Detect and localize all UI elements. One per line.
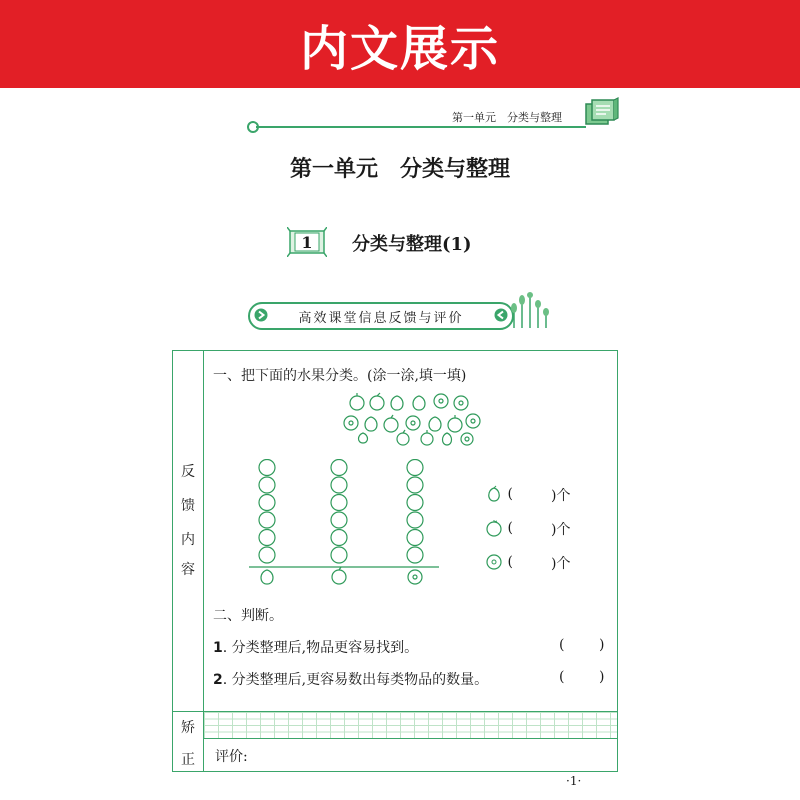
lesson-title: 分类与整理(1) [352,234,472,255]
count-open-paren: ( [507,486,513,502]
section-pill-text: 高效课堂信息反馈与评价 [298,311,464,326]
lesson-number-badge [287,227,327,257]
sidebar-char: 矫 [181,720,195,736]
count-close-paren: )个 [551,522,571,538]
question-1-title: 一、把下面的水果分类。(涂一涂,填一填) [213,368,467,384]
item-number: 1 [213,640,223,656]
orange-tally-circle[interactable] [407,547,423,563]
judgement-item [213,637,418,657]
count-close-paren: )个 [551,556,571,572]
feedback-box [172,350,618,772]
peach-tally-circle[interactable] [259,477,275,493]
orange-count-row [485,553,513,571]
item-number: 2 [213,672,223,688]
apple-count-row [485,519,513,537]
peach-tally-circle[interactable] [259,530,275,546]
running-header: 第一单元 分类与整理 [452,111,562,124]
answer-open-paren[interactable]: ( [559,637,565,653]
apple-tally-circle[interactable] [331,460,347,476]
apple-tally-circle[interactable] [331,512,347,528]
apple-tally-circle[interactable] [331,477,347,493]
answer-close-paren: ) [599,669,605,685]
sidebar-char: 正 [181,752,195,768]
orange-tally-circle[interactable] [407,530,423,546]
count-open-paren: ( [507,554,513,570]
sidebar-char: 容 [181,562,195,578]
judgement-item [213,669,488,689]
fruit-pile [343,391,483,447]
correction-grid[interactable] [204,712,617,739]
book-icon [584,96,620,128]
tally-chart [249,459,439,591]
orange-tally-circle[interactable] [407,512,423,528]
sidebar-char: 反 [181,464,195,480]
answer-close-paren: ) [599,637,605,653]
section-pill [248,302,514,330]
count-close-paren: )个 [551,488,571,504]
count-open-paren: ( [507,520,513,536]
plant-decoration-icon [508,292,552,330]
apple-icon [332,567,346,584]
unit-title: 第一单元 分类与整理 [289,156,510,182]
orange-tally-circle[interactable] [407,460,423,476]
peach-icon [485,485,503,503]
orange-icon [408,570,422,584]
apple-icon [485,519,503,537]
orange-tally-circle[interactable] [407,477,423,493]
promo-banner [0,0,800,88]
apple-tally-circle[interactable] [331,495,347,511]
orange-tally-circle[interactable] [407,495,423,511]
sidebar-char: 馈 [181,498,195,514]
peach-tally-circle[interactable] [259,460,275,476]
peach-count-row [485,485,513,503]
sidebar-char: 内 [181,532,195,548]
page-number: ·1· [566,774,582,788]
item-text: . 分类整理后,物品更容易找到。 [222,640,419,656]
peach-icon [261,570,273,584]
question-2-title: 二、判断。 [213,608,283,624]
apple-tally-circle[interactable] [331,547,347,563]
banner-title: 内文展示 [299,20,500,77]
orange-icon [485,553,503,571]
peach-tally-circle[interactable] [259,547,275,563]
peach-tally-circle[interactable] [259,512,275,528]
item-text: . 分类整理后,更容易数出每类物品的数量。 [222,672,489,688]
answer-open-paren[interactable]: ( [559,669,565,685]
apple-tally-circle[interactable] [331,530,347,546]
feedback-sidebar [173,351,204,771]
peach-tally-circle[interactable] [259,495,275,511]
arrow-left-icon [494,308,508,322]
lesson-number: 1 [301,233,313,252]
evaluation-label: 评价: [215,749,248,765]
correction-section [173,711,617,772]
header-rule [256,126,586,128]
